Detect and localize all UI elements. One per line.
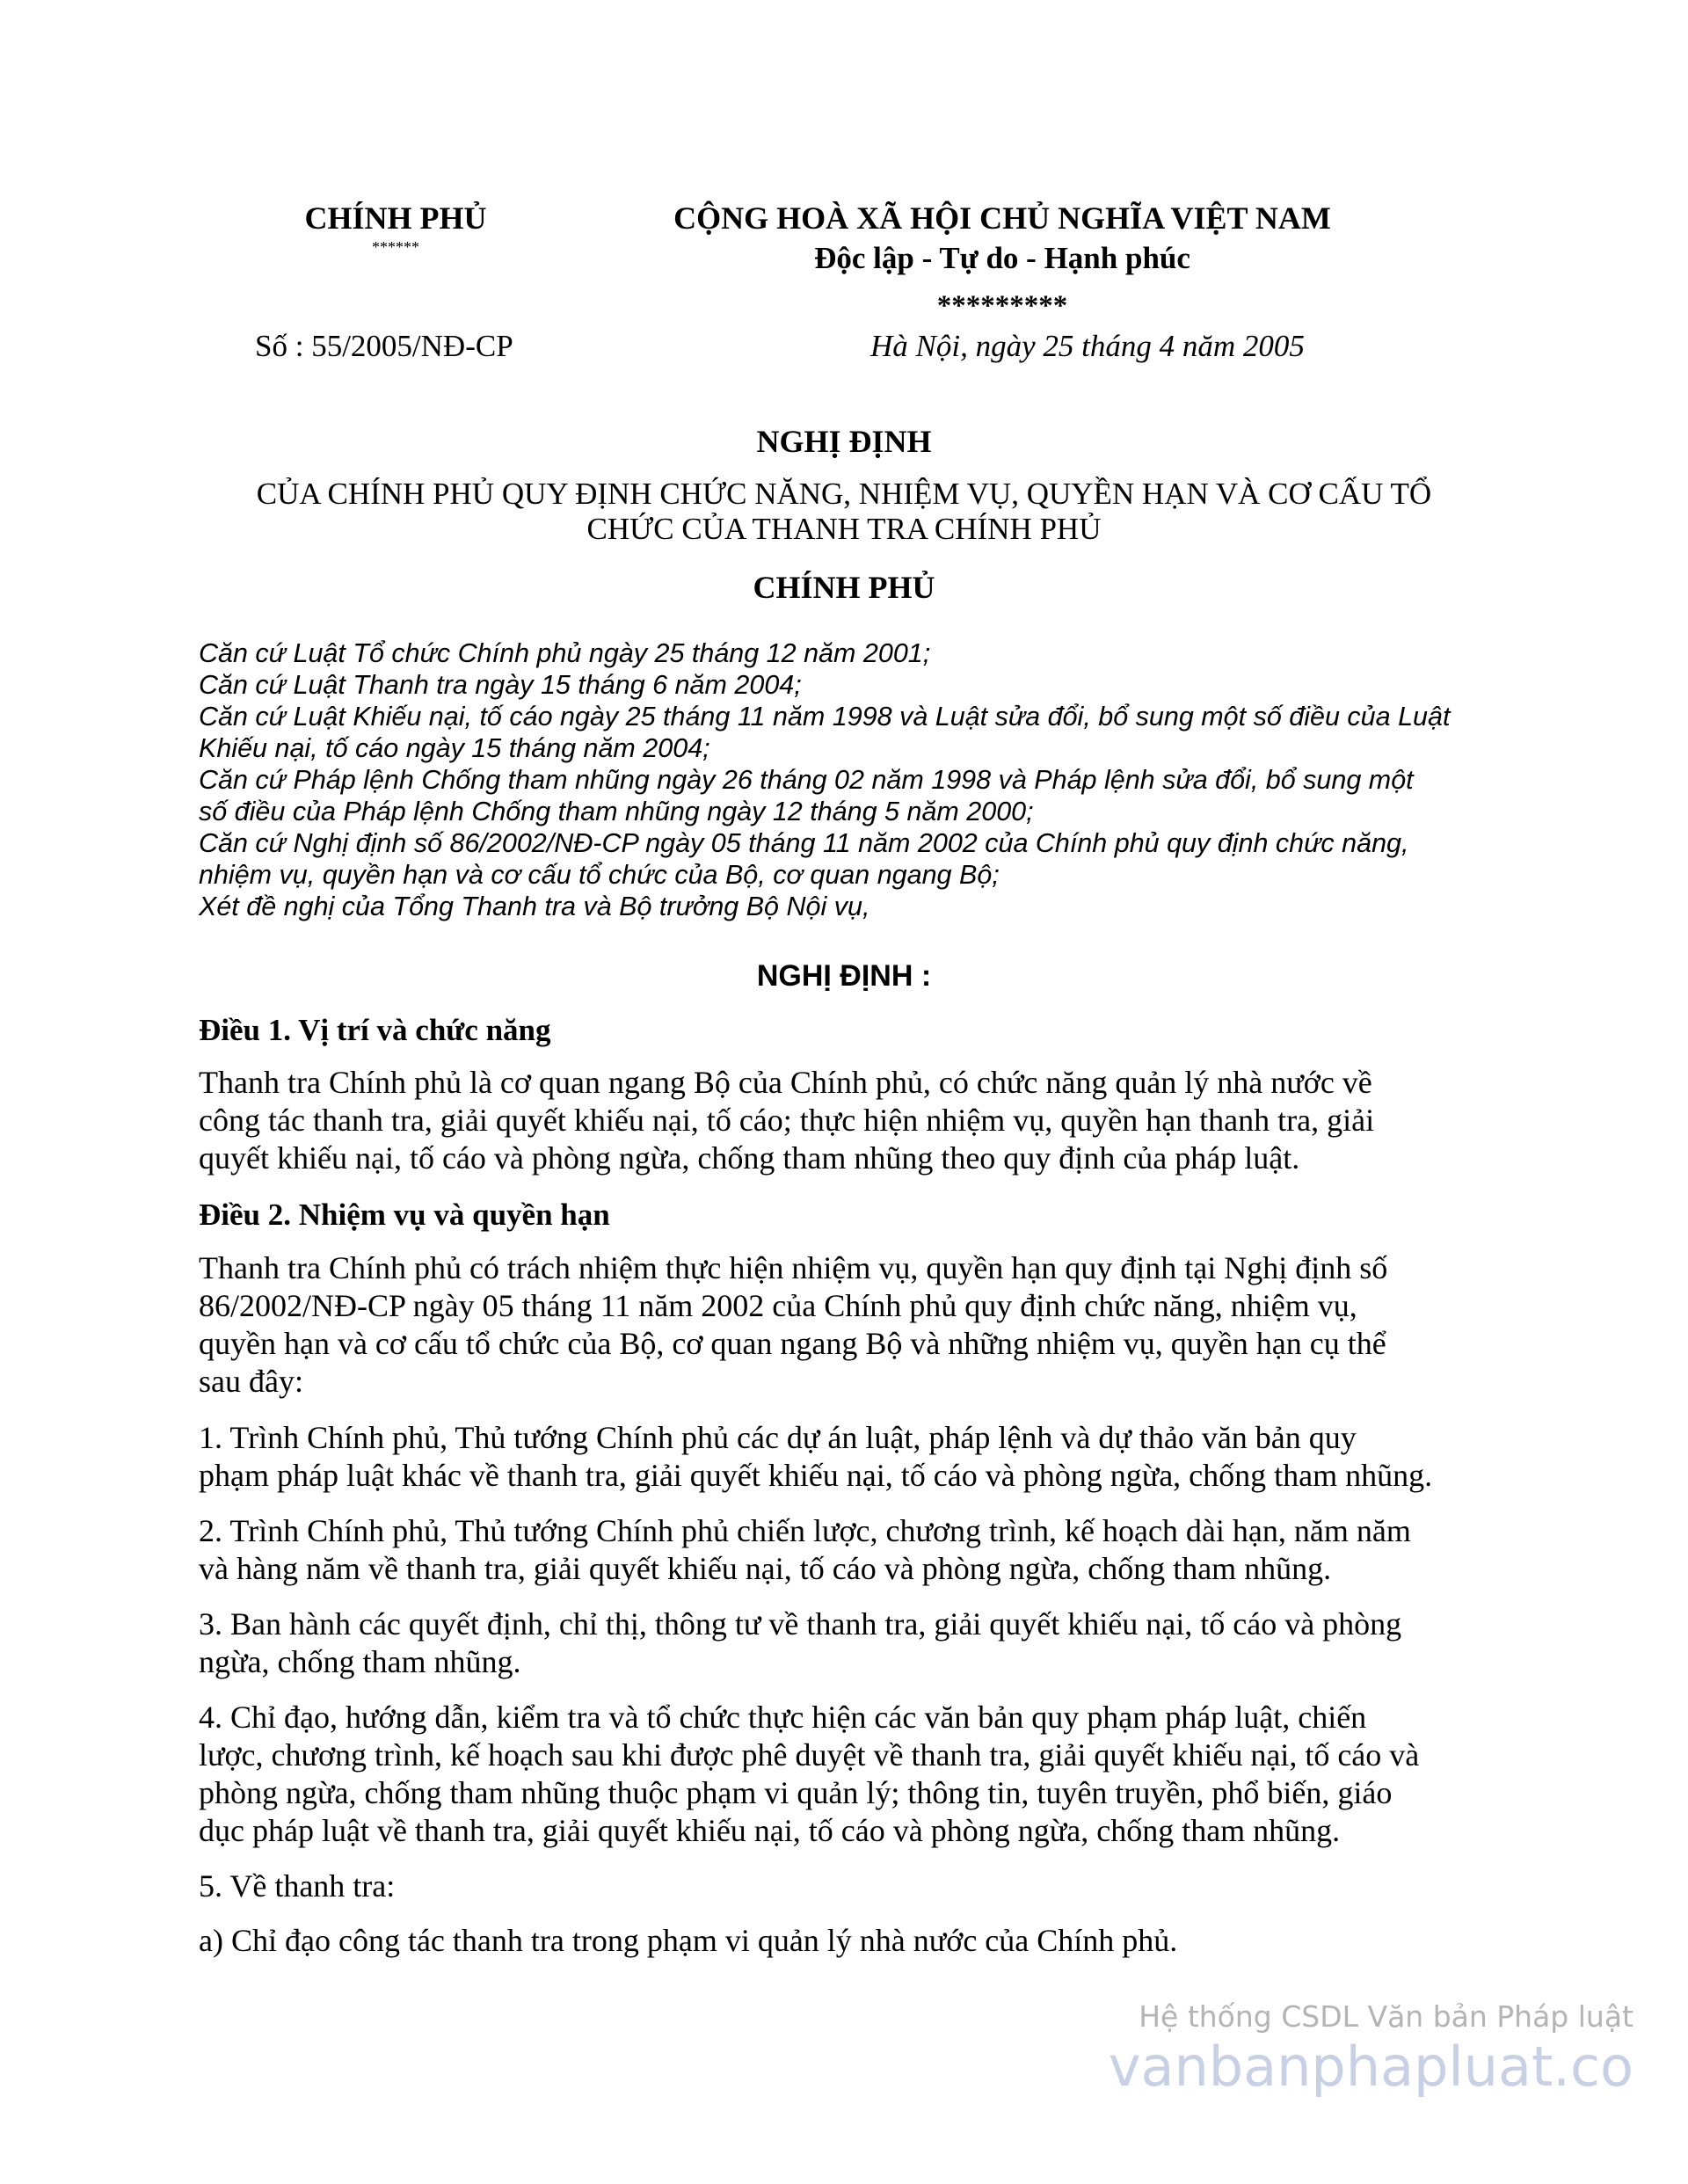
issuing-agency-name: CHÍNH PHỦ: [304, 200, 487, 236]
issue-date: Hà Nội, ngày 25 tháng 4 năm 2005: [870, 329, 1305, 363]
issuing-agency-block: [281, 200, 510, 255]
preamble-line: Căn cứ Luật Khiếu nại, tố cáo ngày 25 tháng 11 năm 1998 và Luật sửa đổi, bổ sung một số điều của Luật: [199, 702, 1451, 732]
article-1-paragraph: [199, 1064, 1374, 1177]
paragraph-line: dục pháp luật về thanh tra, giải quyết khiếu nại, tố cáo và phòng ngừa, chống tham nhũng.: [199, 1813, 1341, 1848]
preamble-line: số điều của Pháp lệnh Chống tham nhũng ngày 12 tháng 5 năm 2000;: [199, 797, 1034, 826]
preamble-line: nhiệm vụ, quyền hạn và cơ cấu tổ chức của Bộ, cơ quan ngang Bộ;: [199, 860, 1000, 890]
article-2-item-2: [199, 1512, 1411, 1588]
preamble-line: Khiếu nại, tố cáo ngày 15 tháng năm 2004;: [199, 733, 710, 763]
preamble-line: Căn cứ Luật Thanh tra ngày 15 tháng 6 năm 2004;: [199, 670, 802, 700]
article-2-item-1: [199, 1419, 1432, 1495]
article-2-item-4: [199, 1699, 1419, 1850]
preamble-line: Xét đề nghị của Tổng Thanh tra và Bộ trưởng Bộ Nội vụ,: [199, 892, 870, 921]
paragraph-line: Thanh tra Chính phủ là cơ quan ngang Bộ của Chính phủ, có chức năng quản lý nhà nước về: [199, 1065, 1372, 1100]
paragraph-line: lược, chương trình, kế hoạch sau khi được phê duyệt về thanh tra, giải quyết khiếu nại, tố cáo và: [199, 1737, 1420, 1773]
agency-separator: ******: [372, 238, 419, 256]
paragraph-line: 4. Chỉ đạo, hướng dẫn, kiểm tra và tổ chức thực hiện các văn bản quy phạm pháp luật, chiến: [199, 1700, 1367, 1735]
preamble-line: Căn cứ Luật Tổ chức Chính phủ ngày 25 tháng 12 năm 2001;: [199, 638, 931, 668]
document-type: NGHỊ ĐỊNH: [756, 424, 932, 459]
paragraph-line: Thanh tra Chính phủ có trách nhiệm thực hiện nhiệm vụ, quyền hạn quy định tại Nghị định số: [199, 1250, 1388, 1285]
paragraph-line: và hàng năm về thanh tra, giải quyết khiếu nại, tố cáo và phòng ngừa, chống tham nhũng.: [199, 1551, 1332, 1586]
preamble: [199, 637, 1517, 922]
national-motto: Độc lập - Tự do - Hạnh phúc: [814, 241, 1190, 275]
article-2-item-3: [199, 1605, 1401, 1681]
site-watermark: [1109, 1998, 1633, 2098]
article-2-item-5: 5. Về thanh tra:: [199, 1868, 396, 1904]
paragraph-line: công tác thanh tra, giải quyết khiếu nại, tố cáo; thực hiện nhiệm vụ, quyền hạn thanh tra, giải: [199, 1103, 1375, 1138]
article-2-heading: Điều 2. Nhiệm vụ và quyền hạn: [199, 1198, 610, 1232]
paragraph-line: quyền hạn và cơ cấu tổ chức của Bộ, cơ quan ngang Bộ và những nhiệm vụ, quyền hạn cụ thể: [199, 1326, 1386, 1361]
watermark-caption: Hệ thống CSDL Văn bản Pháp luật: [1139, 1999, 1633, 2034]
preamble-line: Căn cứ Nghị định số 86/2002/NĐ-CP ngày 05 tháng 11 năm 2002 của Chính phủ quy định chức năng,: [199, 828, 1409, 858]
document-number: Số : 55/2005/NĐ-CP: [255, 329, 513, 363]
paragraph-line: ngừa, chống tham nhũng.: [199, 1644, 521, 1679]
preamble-line: Căn cứ Pháp lệnh Chống tham nhũng ngày 26 tháng 02 năm 1998 và Pháp lệnh sửa đổi, bổ sung một: [199, 765, 1414, 795]
national-title: CỘNG HOÀ XÃ HỘI CHỦ NGHĨA VIỆT NAM: [673, 200, 1331, 236]
document-subject-line: CỦA CHÍNH PHỦ QUY ĐỊNH CHỨC NĂNG, NHIỆM VỤ, QUYỀN HẠN VÀ CƠ CẤU TỔ: [256, 477, 1432, 511]
paragraph-line: 86/2002/NĐ-CP ngày 05 tháng 11 năm 2002 của Chính phủ quy định chức năng, nhiệm vụ,: [199, 1288, 1357, 1323]
article-2-intro: [199, 1249, 1387, 1401]
document-subject-line: CHỨC CỦA THANH TRA CHÍNH PHỦ: [586, 512, 1102, 546]
paragraph-line: 2. Trình Chính phủ, Thủ tướng Chính phủ chiến lược, chương trình, kế hoạch dài hạn, năm năm: [199, 1513, 1411, 1548]
national-header-block: [615, 200, 1389, 322]
paragraph-line: phạm pháp luật khác về thanh tra, giải quyết khiếu nại, tố cáo và phòng ngừa, chống tham nhũng.: [199, 1458, 1433, 1493]
paragraph-line: 1. Trình Chính phủ, Thủ tướng Chính phủ các dự án luật, pháp lệnh và dự thảo văn bản quy: [199, 1420, 1357, 1455]
article-1-heading: Điều 1. Vị trí và chức năng: [199, 1013, 551, 1047]
decree-heading: NGHỊ ĐỊNH :: [756, 959, 932, 993]
paragraph-line: phòng ngừa, chống tham nhũng thuộc phạm vi quản lý; thông tin, tuyên truyền, phổ biến, giáo: [199, 1775, 1393, 1810]
paragraph-line: quyết khiếu nại, tố cáo và phòng ngừa, chống tham nhũng theo quy định của pháp luật.: [199, 1140, 1300, 1176]
paragraph-line: sau đây:: [199, 1364, 303, 1399]
motto-separator: *********: [936, 290, 1068, 322]
paragraph-line: 3. Ban hành các quyết định, chỉ thị, thông tư về thanh tra, giải quyết khiếu nại, tố cáo và phòng: [199, 1606, 1402, 1642]
watermark-domain: vanbanphapluat.co: [1108, 2035, 1633, 2099]
document-subject: [193, 477, 1495, 547]
article-2-item-5a: a) Chỉ đạo công tác thanh tra trong phạm vi quản lý nhà nước của Chính phủ.: [199, 1923, 1178, 1958]
issuing-body: CHÍNH PHỦ: [753, 570, 935, 605]
